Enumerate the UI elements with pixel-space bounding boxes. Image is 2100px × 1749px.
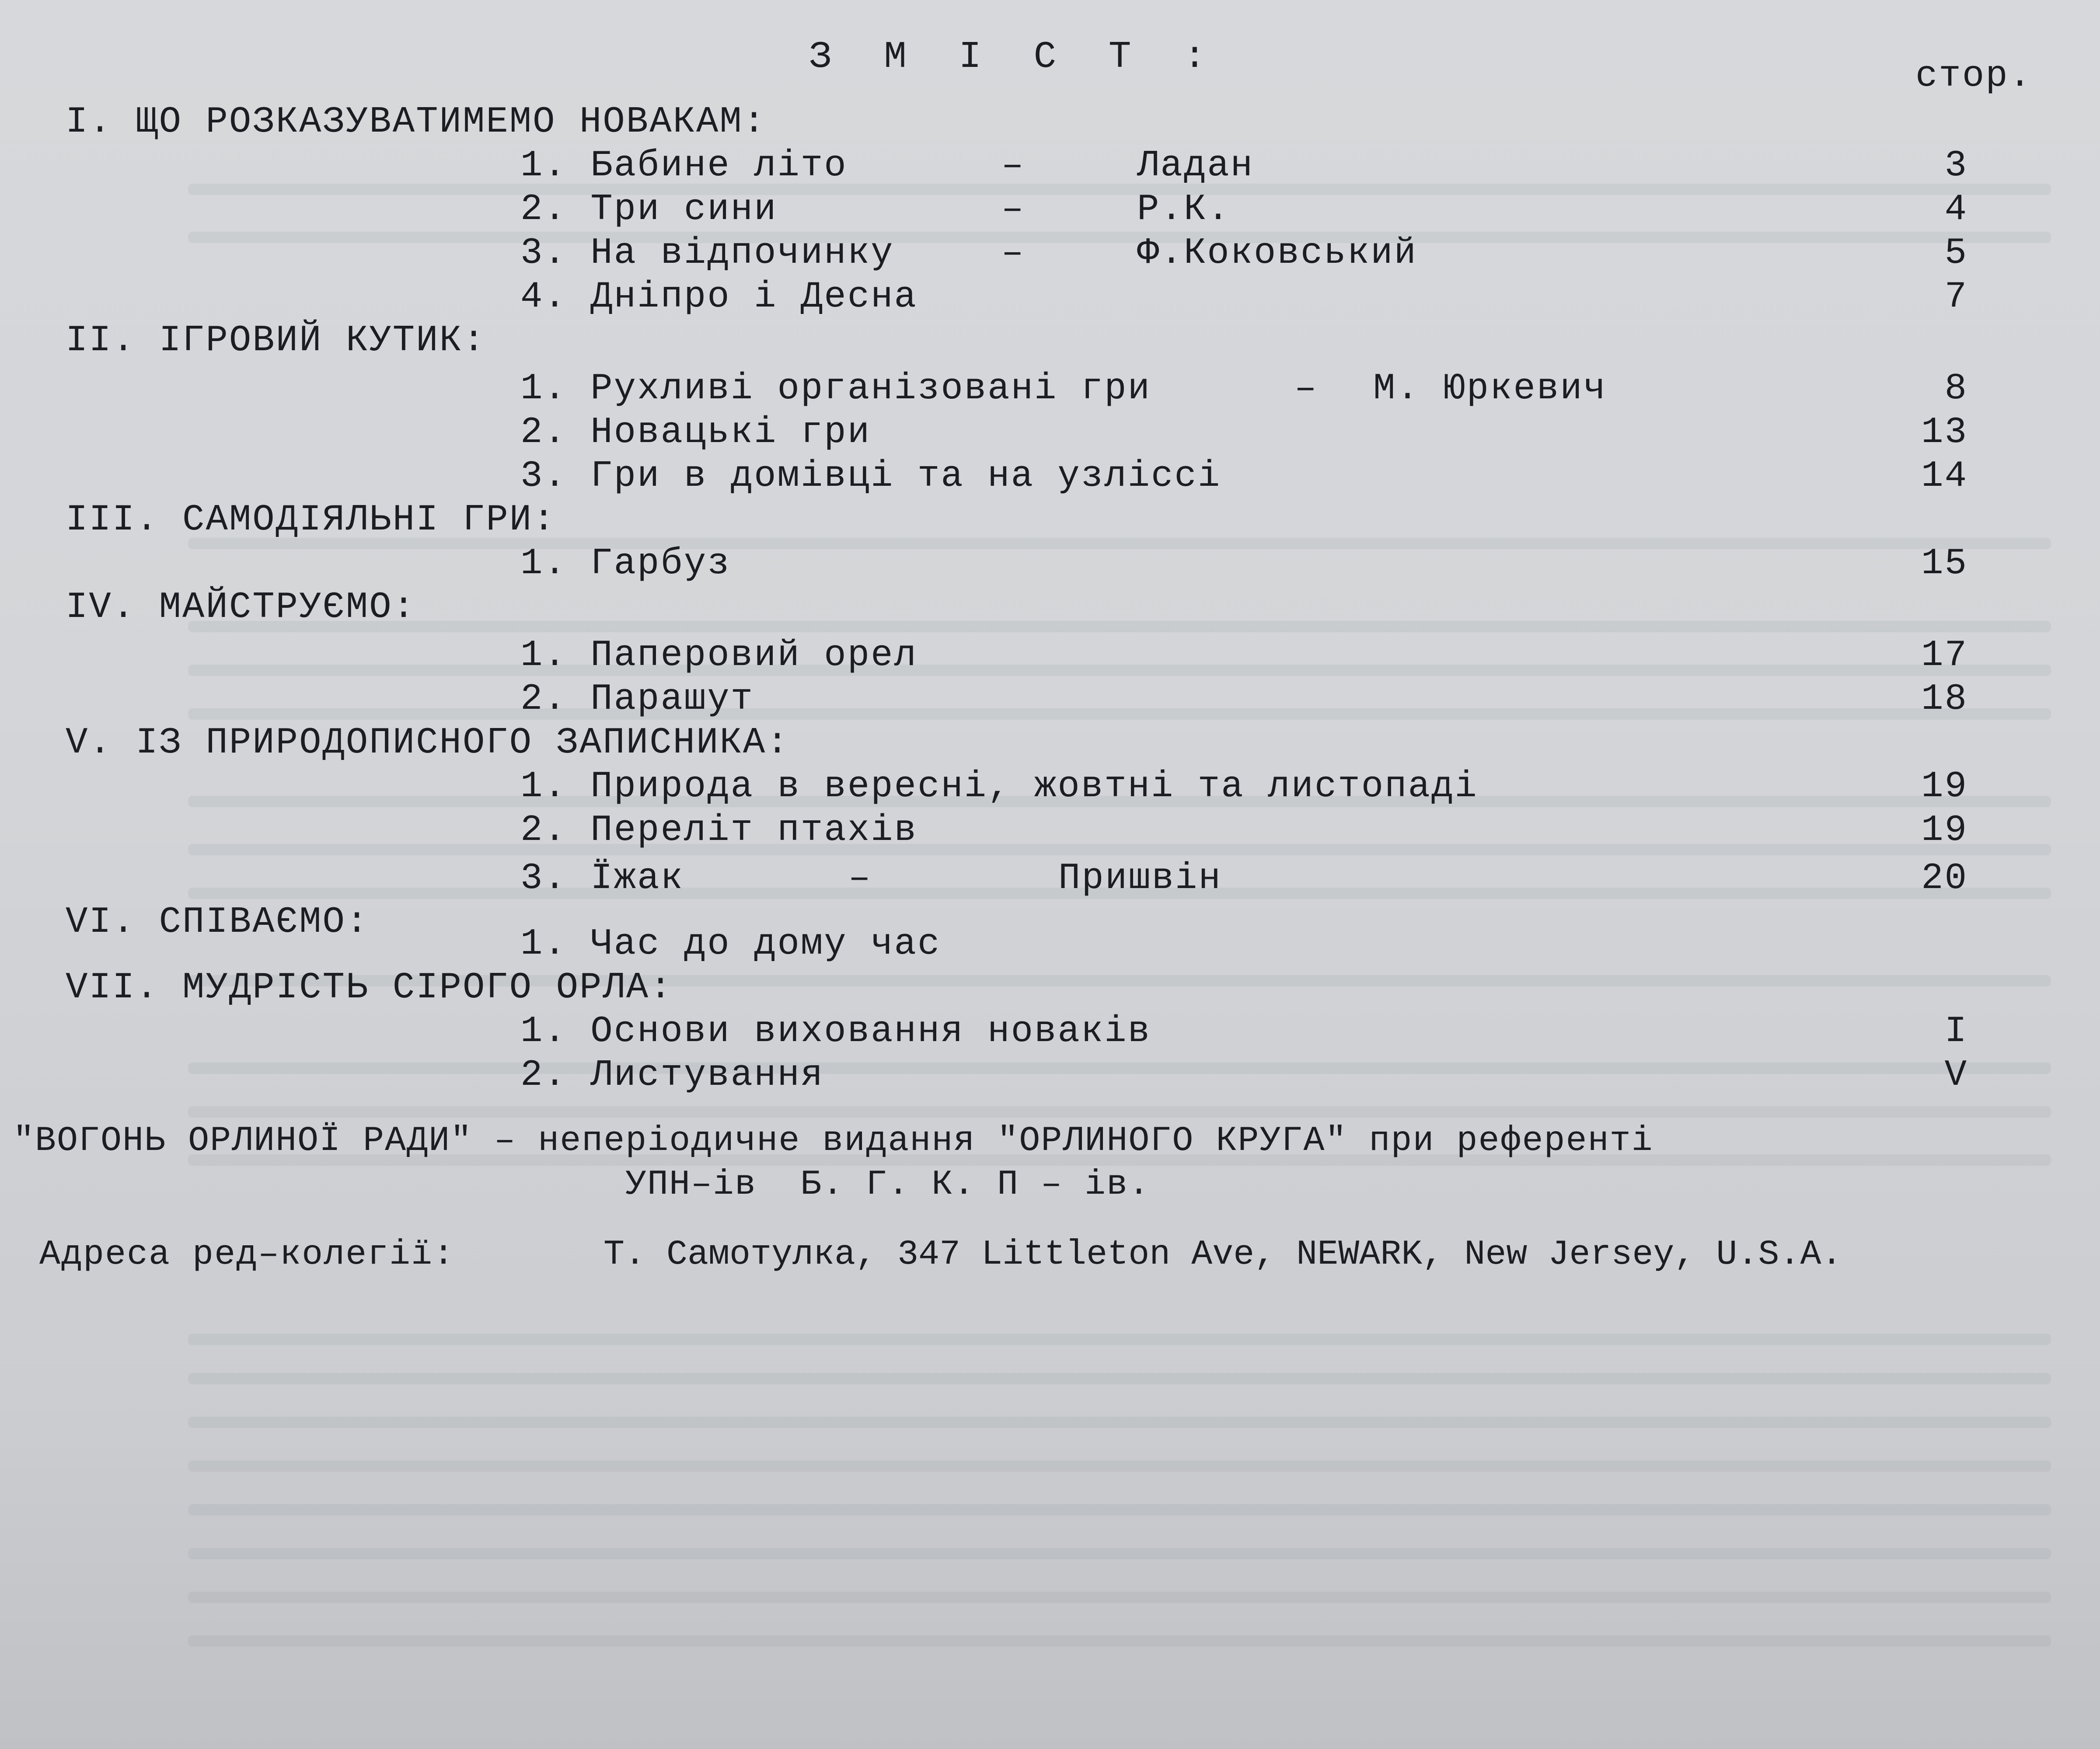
publication-line-2: УПН–ів Б. Г. К. П – ів.	[625, 1165, 1151, 1205]
bleed-through-line	[188, 1592, 2051, 1603]
toc-item-page: 4	[1944, 189, 1968, 230]
toc-item-author: М. Юркевич	[1373, 368, 1607, 410]
section-heading: VI. СПІВАЄМО:	[66, 902, 370, 943]
bleed-through-line	[188, 1106, 2051, 1118]
toc-item-page: 20	[1921, 858, 1968, 899]
bleed-through-line	[188, 1334, 2051, 1345]
bleed-through-line	[188, 708, 2051, 720]
toc-item-page: 15	[1921, 543, 1968, 585]
toc-item-page: 3	[1944, 145, 1968, 187]
toc-item-author: Ф.Коковський	[1137, 233, 1417, 274]
bleed-through-line	[188, 184, 2051, 195]
address-label: Адреса ред–колегії:	[39, 1235, 455, 1275]
section-heading: II. ІГРОВИЙ КУТИК:	[66, 320, 486, 362]
toc-item-page: I	[1944, 1011, 1968, 1052]
toc-item-title: 1. Основи виховання новаків	[520, 1011, 1151, 1052]
toc-item-title: 1. Час до дому час	[520, 923, 941, 965]
toc-item-page: 14	[1921, 456, 1968, 497]
toc-item-dash: –	[848, 858, 872, 899]
toc-item-page: 18	[1921, 679, 1968, 720]
section-heading: V. ІЗ ПРИРОДОПИСНОГО ЗАПИСНИКА:	[66, 722, 790, 764]
section-heading: I. ЩО РОЗКАЗУВАТИМЕМО НОВАКАМ:	[66, 101, 767, 143]
section-heading: VII. МУДРІСТЬ СІРОГО ОРЛА:	[66, 967, 673, 1009]
toc-item-title: 1. Гарбуз	[520, 543, 731, 585]
toc-item-title: 2. Переліт птахів	[520, 810, 917, 851]
bleed-through-line	[188, 1063, 2051, 1074]
toc-item-author: Ладан	[1137, 145, 1254, 187]
toc-item-page: 19	[1921, 810, 1968, 851]
bleed-through-line	[188, 1373, 2051, 1384]
toc-item-dash: –	[1001, 145, 1025, 187]
toc-item-title: 1. Природа в вересні, жовтні та листопаді	[520, 766, 1478, 808]
bleed-through-line	[188, 1417, 2051, 1428]
toc-item-title: 2. Листування	[520, 1055, 824, 1096]
toc-item-page: V	[1944, 1055, 1968, 1096]
publication-line-1: "ВОГОНЬ ОРЛИНОЇ РАДИ" – неперіодичне видання "ОРЛИНОГО КРУГА" при референті	[13, 1121, 1653, 1161]
bleed-through-line	[188, 1635, 2051, 1647]
bleed-through-line	[188, 1460, 2051, 1472]
toc-item-page: 13	[1921, 412, 1968, 453]
bleed-through-line	[188, 232, 2051, 243]
bleed-through-line	[188, 665, 2051, 676]
toc-item-dash: –	[1294, 368, 1318, 410]
toc-item-title: 3. Гри в домівці та на узліссі	[520, 456, 1221, 497]
toc-item-title: 2. Новацькі гри	[520, 412, 871, 453]
page-column-label: стор.	[1915, 56, 2033, 97]
toc-item-title: 3. Їжак	[520, 858, 684, 899]
bleed-through-line	[188, 621, 2051, 632]
toc-item-author: Пришвін	[1058, 858, 1222, 899]
toc-item-title: 1. Рухливі організовані гри	[520, 368, 1151, 410]
toc-item-title: 2. Три сини	[520, 189, 778, 230]
toc-item-title: 2. Парашут	[520, 679, 754, 720]
toc-item-title: 3. На відпочинку	[520, 233, 894, 274]
toc-item-page: 17	[1921, 635, 1968, 676]
bleed-through-line	[188, 844, 2051, 855]
bleed-through-line	[188, 1504, 2051, 1516]
toc-item-page: 19	[1921, 766, 1968, 808]
bleed-through-line	[188, 1548, 2051, 1559]
toc-item-page: 8	[1944, 368, 1968, 410]
toc-item-author: Р.К.	[1137, 189, 1231, 230]
toc-item-title: 1. Бабине літо	[520, 145, 848, 187]
toc-item-page: 5	[1944, 233, 1968, 274]
toc-item-title: 1. Паперовий орел	[520, 635, 917, 676]
toc-item-title: 4. Дніпро і Десна	[520, 276, 917, 318]
toc-item-dash: –	[1001, 233, 1025, 274]
address-value: Т. Самотулка, 347 Littleton Ave, NEWARK, New Jersey, U.S.A.	[603, 1235, 1842, 1275]
section-heading: III. САМОДІЯЛЬНІ ГРИ:	[66, 499, 556, 541]
section-heading: IV. МАЙСТРУЄМО:	[66, 587, 416, 628]
toc-item-page: 7	[1944, 276, 1968, 318]
page-title: З М І С Т :	[809, 35, 1221, 78]
toc-item-dash: –	[1001, 189, 1025, 230]
